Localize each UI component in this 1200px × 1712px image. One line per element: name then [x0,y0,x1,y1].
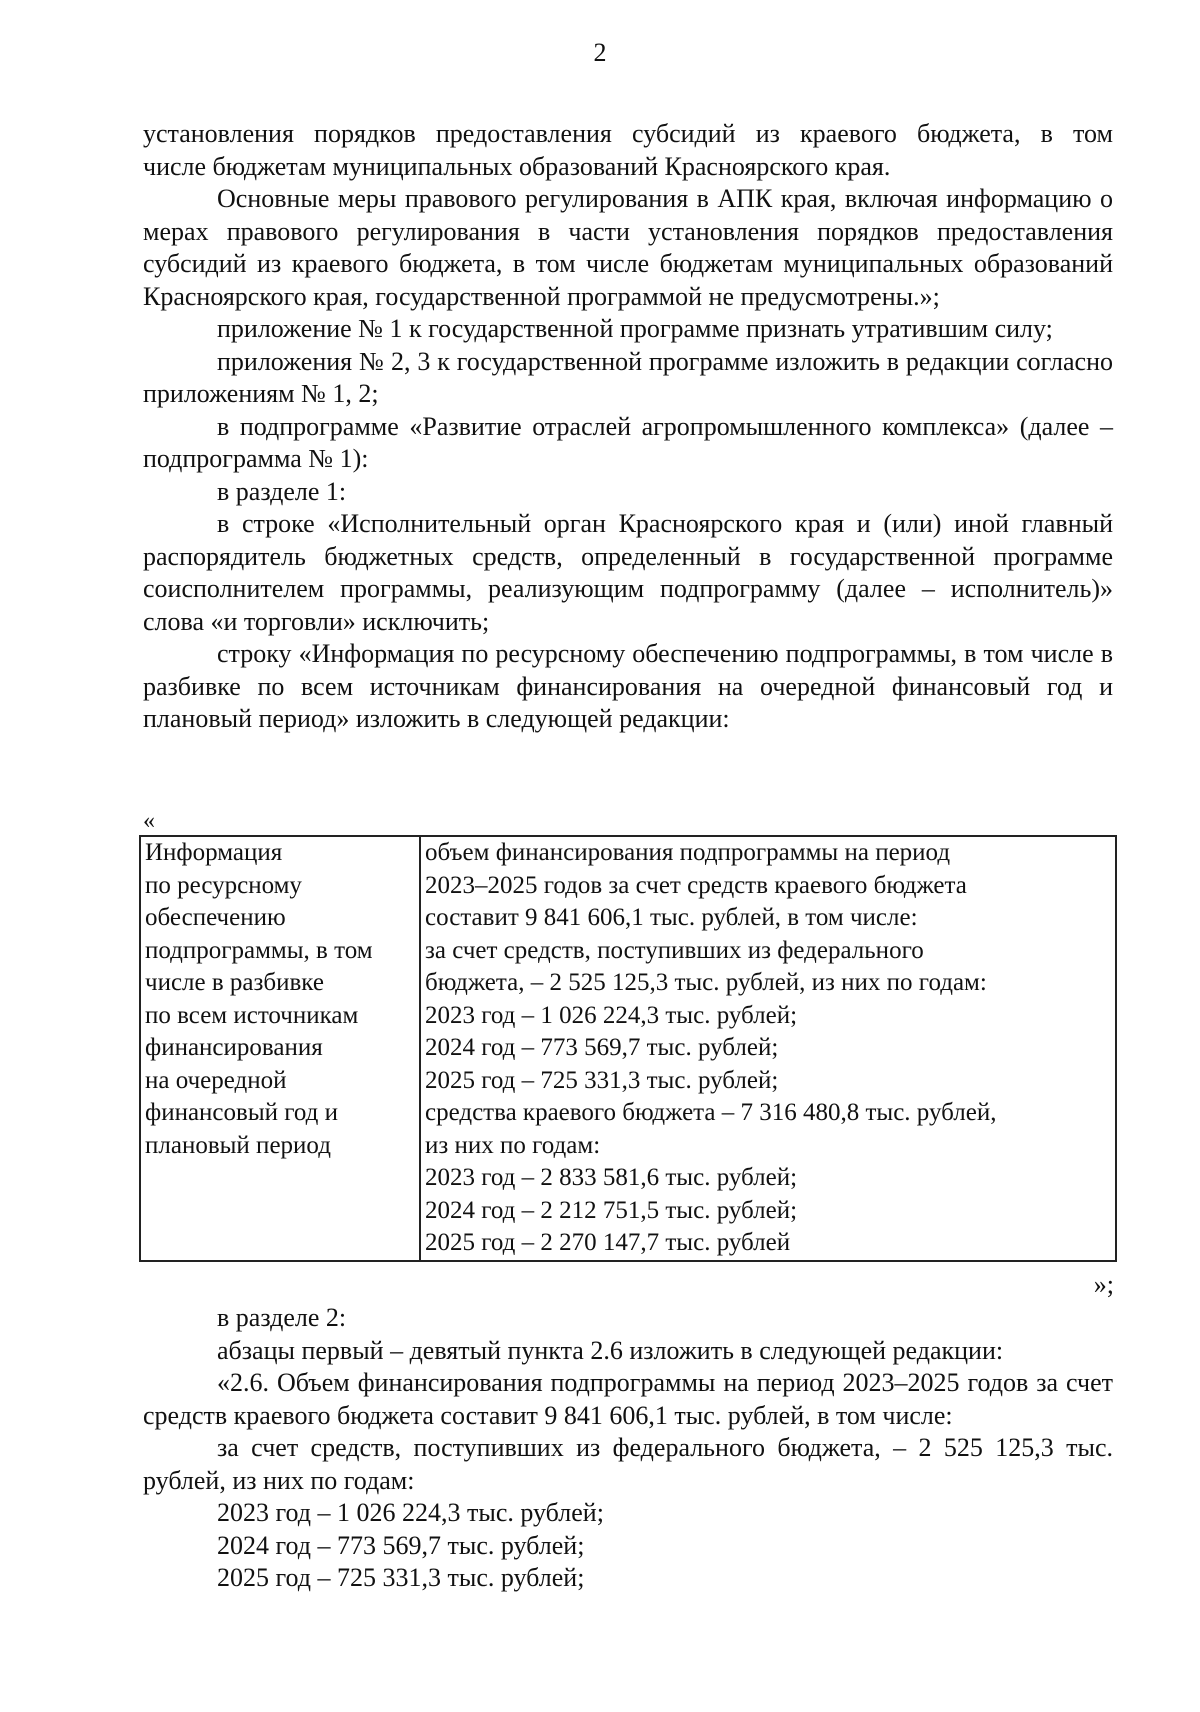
table-value-line: объем финансирования подпрограммы на период [425,839,951,866]
table-value-line: 2023 год – 2 833 581,6 тыс. рублей; [425,1164,798,1191]
table-value-line: средства краевого бюджета – 7 316 480,8 тыс. рублей, [425,1099,997,1126]
table-label-line: по всем источникам [145,1001,359,1029]
table-value-line: 2024 год – 2 212 751,5 тыс. рублей; [425,1196,798,1224]
table-value-line: бюджета, – 2 525 125,3 тыс. рублей, из них по годам: [425,969,987,996]
page-number: 2 [593,38,607,67]
table-value-line: 2024 год – 773 569,7 тыс. рублей; [425,1034,779,1061]
table-label-line: Информация [145,839,283,866]
paragraph-continuation [143,118,1113,183]
table-label-line: на очередной [145,1066,287,1094]
table-label-line: финансовый год и [145,1099,339,1126]
top-text-block [143,118,1113,736]
paragraph-executor-row: в строке «Исполнительный орган Красноярского края и (или) иной главный распорядитель бюджетных средств, определенный в государственной программе соисполнителем программы, реализующим подпрограмму (далее – исполнитель)» слова «и торговли» исключить; [143,509,1113,636]
table-value-line: 2023–2025 годов за счет средств краевого бюджета [425,871,967,899]
paragraph-federal-funds: за счет средств, поступивших из федерального бюджета, – 2 525 125,3 тыс. рублей, из них по годам: [143,1433,1113,1495]
table-label-line: финансирования [145,1034,323,1061]
paragraph-appendix-1: приложение № 1 к государственной программе признать утратившим силу; [217,314,1053,343]
paragraph-regulation: Основные меры правового регулирования в АПК края, включая информацию о мерах правового регулирования в части установления порядков предоставления субсидий из краевого бюджета, в том числе бюджетам муниципальных образований Красноярского края, государственной программой не предусмотрены.»; [143,184,1113,311]
paragraph-section-1: в разделе 1: [217,476,347,506]
paragraph-year-2023: 2023 год – 1 026 224,3 тыс. рублей; [217,1498,604,1527]
table-value-line: за счет средств, поступивших из федерального [425,936,924,964]
table-value-line: 2023 год – 1 026 224,3 тыс. рублей; [425,1001,798,1029]
paragraph-year-2025: 2025 год – 725 331,3 тыс. рублей; [217,1563,585,1592]
resource-table [139,835,1117,1262]
paragraph-subprogram: в подпрограмме «Развитие отраслей агропромышленного комплекса» (далее – подпрограмма № 1): [143,411,1113,473]
table-label-line: подпрограммы, в том [145,936,373,964]
table-value-line: составит 9 841 606,1 тыс. рублей, в том числе: [425,904,918,931]
table-row [140,836,1116,1261]
table-cell-label [140,836,420,1261]
paragraph-clause-2-6: «2.6. Объем финансирования подпрограммы на период 2023–2025 годов за счет средств краевого бюджета составит 9 841 606,1 тыс. рублей, в том числе: [143,1368,1113,1430]
table-value-line: 2025 год – 725 331,3 тыс. рублей; [425,1066,779,1094]
paragraph-line: установления порядков предоставления субсидий из краевого бюджета, в том [143,119,1113,148]
paragraph-appendix-2-3: приложения № 2, 3 к государственной программе изложить в редакции согласно приложениям № 1, 2; [143,346,1113,408]
paragraph-year-2024: 2024 год – 773 569,7 тыс. рублей; [217,1530,585,1560]
opening-quote: « [143,808,155,834]
table-value-line: из них по годам: [425,1131,601,1159]
table-label-line: плановый период [145,1131,331,1159]
table-label-line: обеспечению [145,904,286,931]
table-label-line: по ресурсному [145,871,302,899]
table-cell-value [420,836,1116,1261]
bottom-text-block [143,1302,1113,1595]
paragraph-section-2: в разделе 2: [217,1303,347,1332]
paragraph-line: числе бюджетам муниципальных образований Красноярского края. [143,151,891,181]
paragraph-info-row: строку «Информация по ресурсному обеспечению подпрограммы, в том числе в разбивке по всем источникам финансирования на очередной финансовый год и плановый период» изложить в следующей редакции: [143,639,1113,733]
closing-quote: »; [1093,1270,1114,1299]
table-label-line: числе в разбивке [145,969,324,996]
table-value-line: 2025 год – 2 270 147,7 тыс. рублей [425,1229,791,1256]
paragraph-clause-2-6-intro: абзацы первый – девятый пункта 2.6 изложить в следующей редакции: [217,1335,1004,1365]
